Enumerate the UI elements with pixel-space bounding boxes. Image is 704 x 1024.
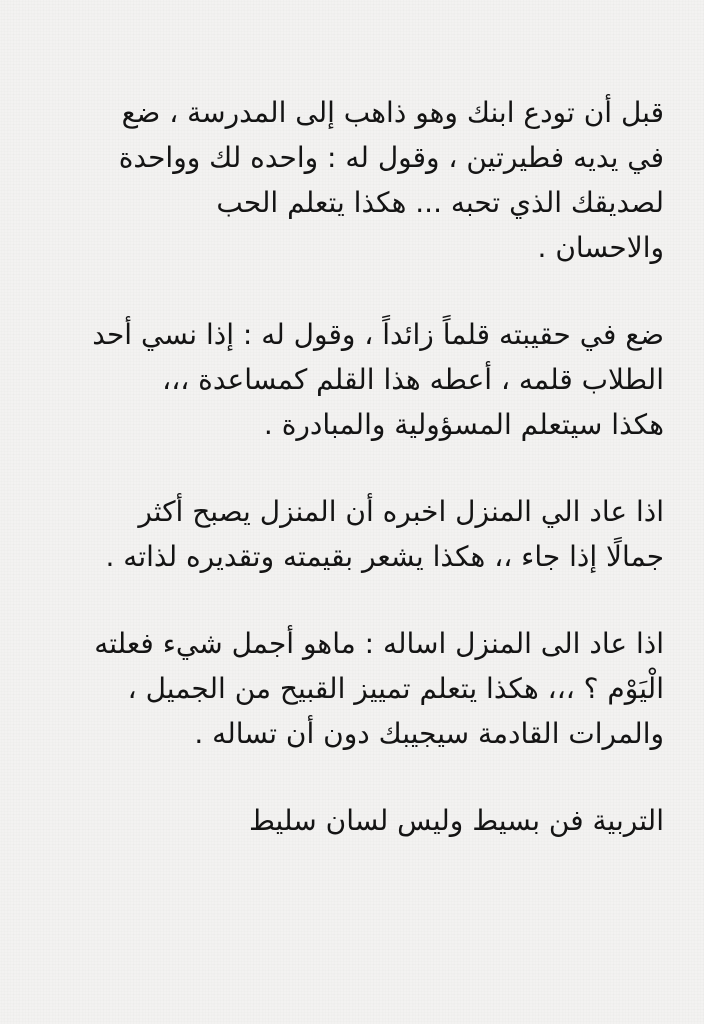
text-line: في يديه فطيرتين ، وقول له : واحده لك وواحدة: [118, 141, 664, 174]
paragraph-2: [38, 312, 664, 447]
paragraph-1: [38, 90, 664, 270]
paragraph-3: [38, 489, 664, 579]
text-line: اذا عاد الى المنزل اساله : ماهو أجمل شيء فعلته: [94, 627, 664, 660]
text-line: والاحسان .: [537, 231, 664, 264]
text-line: لصديقك الذي تحبه ... هكذا يتعلم الحب: [216, 186, 664, 219]
text-line: التربية فن بسيط وليس لسان سليط: [248, 804, 664, 837]
text-line: جمالًا إذا جاء ،، هكذا يشعر بقيمته وتقديره لذاته .: [105, 540, 664, 573]
text-line: الْيَوْم ؟ ،،، هكذا يتعلم تمييز القبيح من الجميل ،: [127, 672, 664, 705]
text-line: اذا عاد الي المنزل اخبره أن المنزل يصبح أكثر: [138, 495, 664, 528]
text-line: والمرات القادمة سيجيبك دون أن تساله .: [194, 717, 664, 750]
text-line: هكذا سيتعلم المسؤولية والمبادرة .: [263, 408, 664, 441]
note-text: [38, 90, 664, 885]
text-line: الطلاب قلمه ، أعطه هذا القلم كمساعدة ،،،: [162, 363, 664, 396]
paragraph-4: [38, 621, 664, 756]
paragraph-5: [38, 798, 664, 843]
text-line: ضع في حقيبته قلماً زائداً ، وقول له : إذا نسي أحد: [92, 318, 664, 351]
text-line: قبل أن تودع ابنك وهو ذاهب إلى المدرسة ، ضع: [121, 96, 664, 129]
